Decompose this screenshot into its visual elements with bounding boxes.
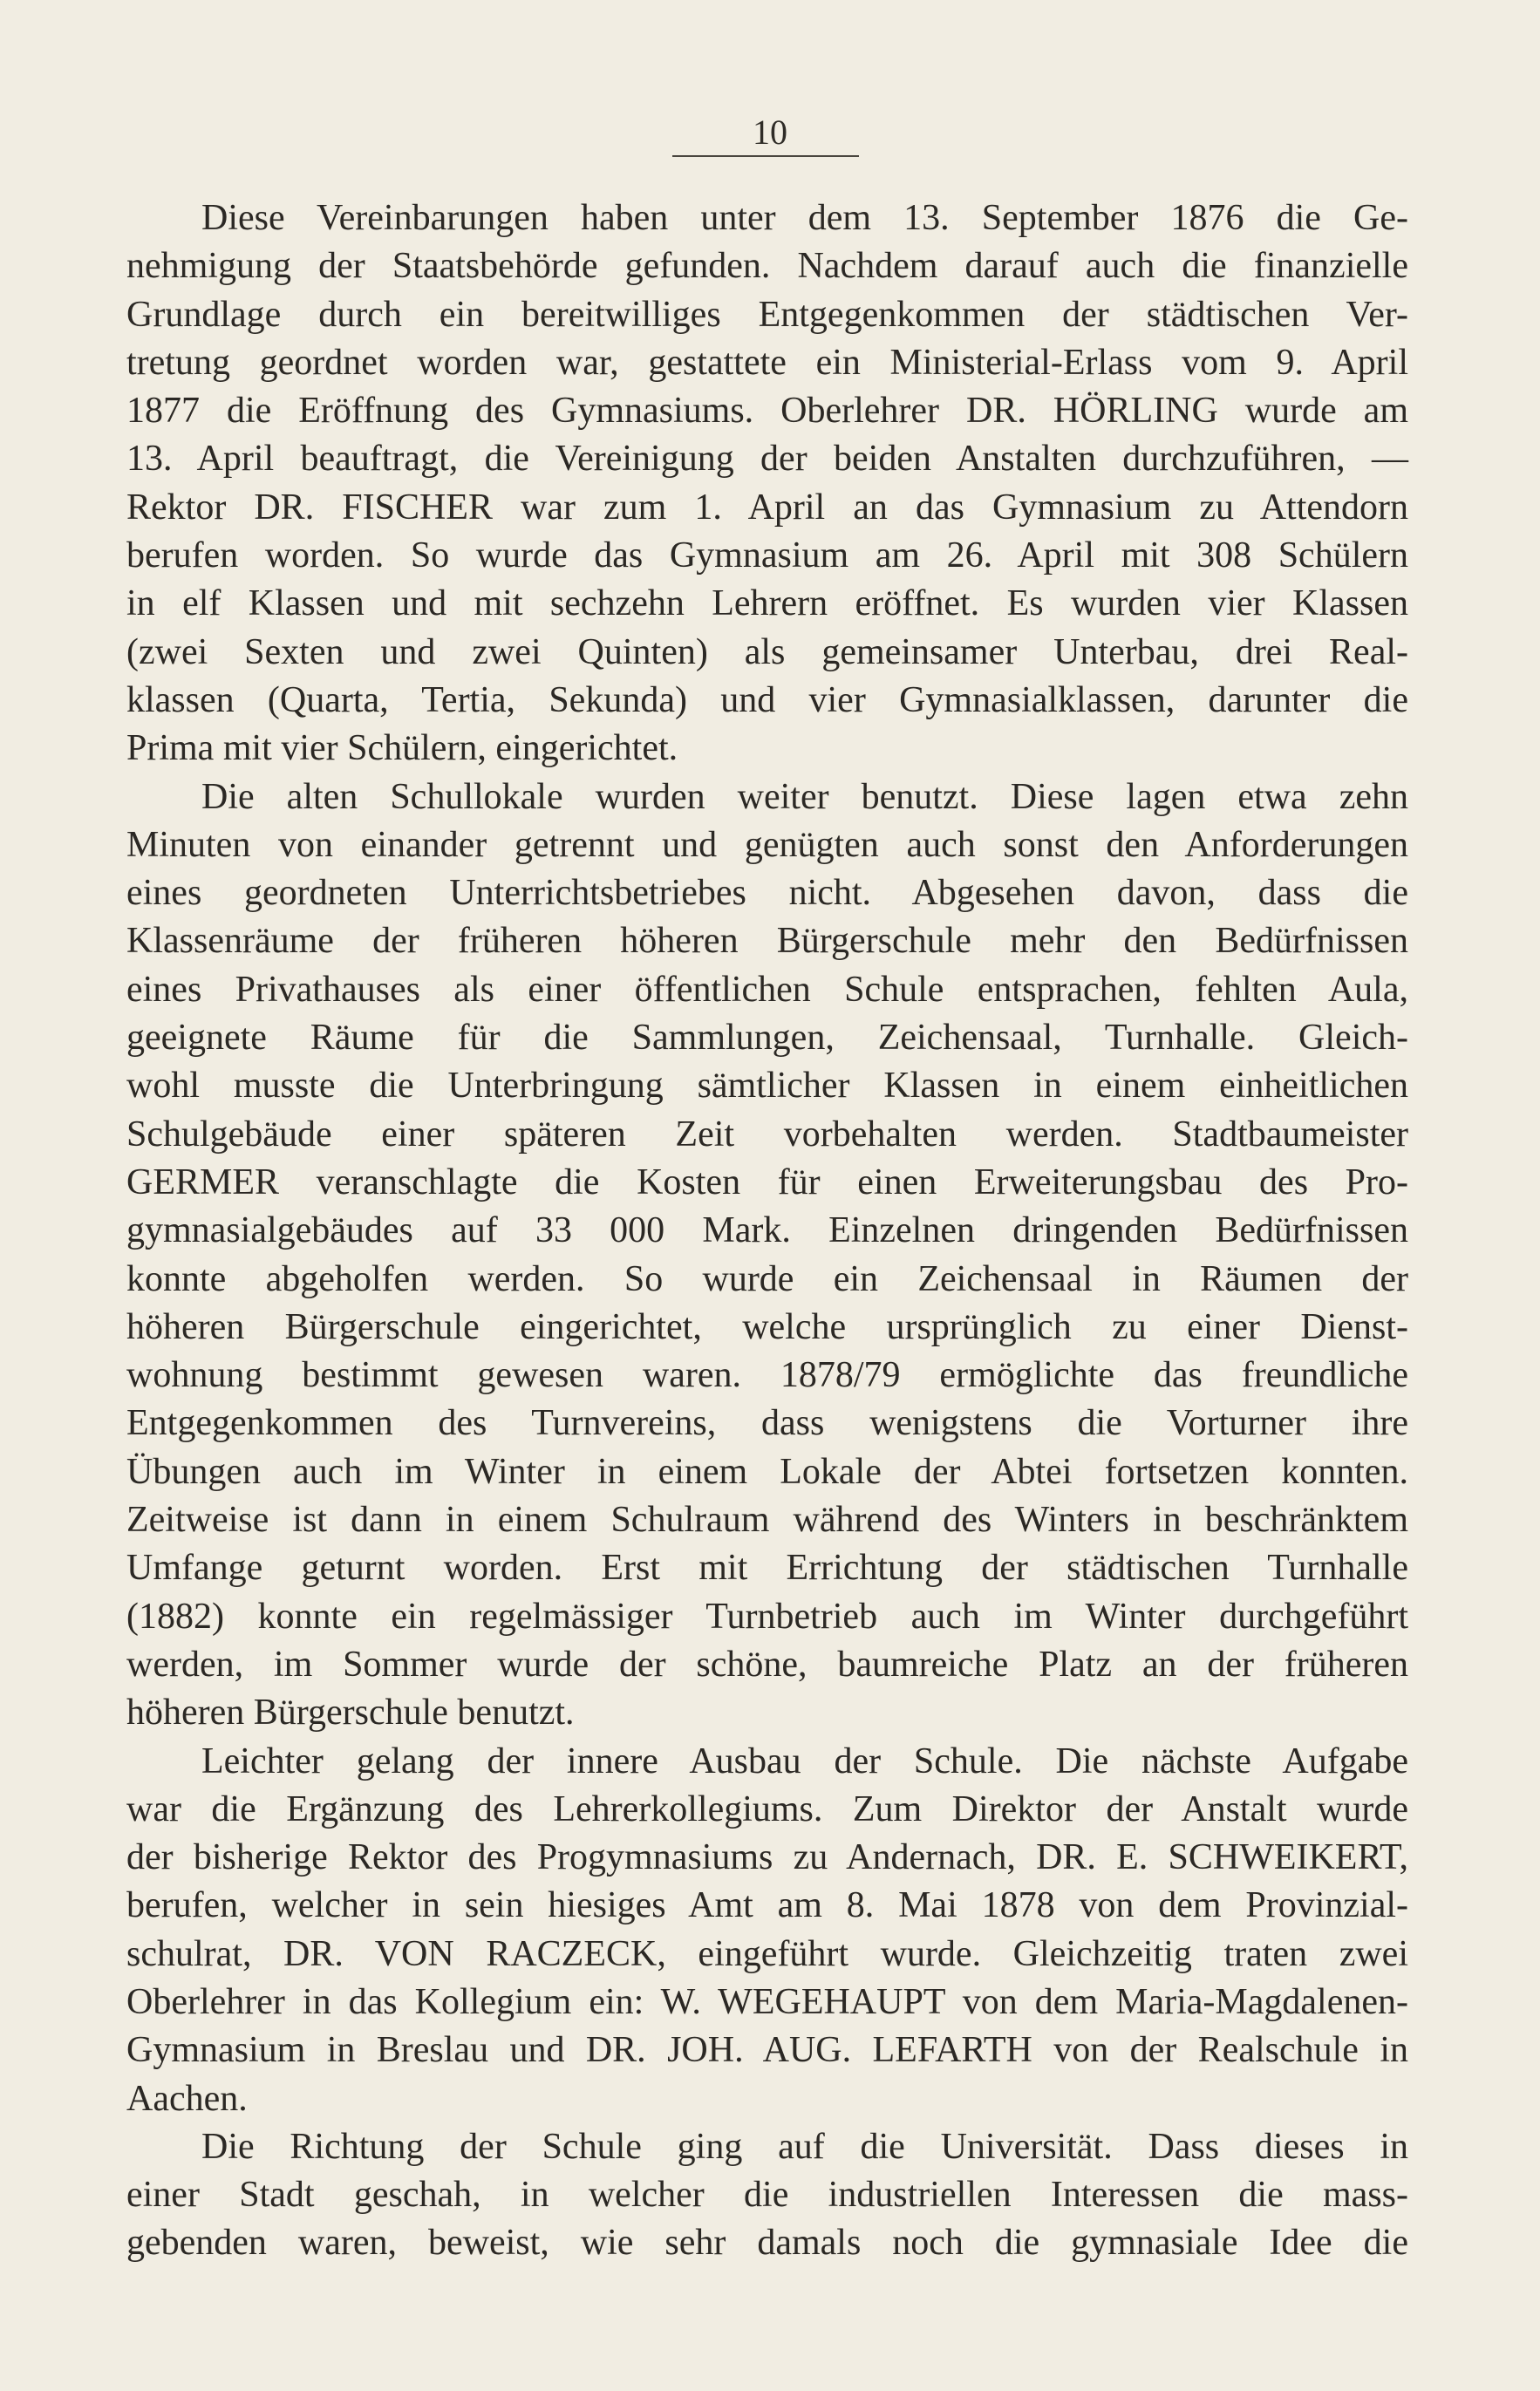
text-line: berufen worden. So wurde das Gymnasium am 26. April mit 308 Schülern [126, 535, 1408, 576]
text-line: Prima mit vier Schülern, eingerichtet. [126, 728, 678, 769]
text-line: Oberlehrer in das Kollegium ein: W. WEGEHAUPT von dem Maria-Magdalenen- [126, 1981, 1408, 2022]
header-rule [672, 155, 859, 157]
text-line: einer Stadt geschah, in welcher die industriellen Interessen die mass- [126, 2175, 1408, 2216]
text-line: (1882) konnte ein regelmässiger Turnbetrieb auch im Winter durchgeführt [126, 1596, 1408, 1637]
text-line: gebenden waren, beweist, wie sehr damals noch die gymnasiale Idee die [126, 2223, 1408, 2264]
text-line: Die Richtung der Schule ging auf die Universität. Dass dieses in [201, 2126, 1408, 2167]
text-line: Grundlage durch ein bereitwilliges Entgegenkommen der städtischen Ver- [126, 294, 1408, 335]
text-line: schulrat, DR. VON RACZECK, eingeführt wurde. Gleichzeitig traten zwei [126, 1933, 1408, 1974]
text-line: GERMER veranschlagte die Kosten für einen Erweiterungsbau des Pro- [126, 1161, 1408, 1202]
text-line: eines Privathauses als einer öffentlichen Schule entsprachen, fehlten Aula, [126, 969, 1408, 1010]
text-line: Entgegenkommen des Turnvereins, dass wenigstens die Vorturner ihre [126, 1403, 1408, 1444]
text-line: Diese Vereinbarungen haben unter dem 13. September 1876 die Ge- [201, 198, 1408, 238]
text-line: konnte abgeholfen werden. So wurde ein Zeichensaal in Räumen der [126, 1258, 1408, 1299]
text-line: 13. April beauftragt, die Vereinigung der beiden Anstalten durchzuführen, — [126, 439, 1408, 480]
text-line: höheren Bürgerschule benutzt. [126, 1693, 575, 1734]
text-line: der bisherige Rektor des Progymnasiums zu Andernach, DR. E. SCHWEIKERT, [126, 1837, 1408, 1878]
text-line: geeignete Räume für die Sammlungen, Zeichensaal, Turnhalle. Gleich- [126, 1018, 1408, 1059]
text-line: klassen (Quarta, Tertia, Sekunda) und vier Gymnasialklassen, darunter die [126, 679, 1408, 720]
text-line: Klassenräume der früheren höheren Bürgerschule mehr den Bedürfnissen [126, 921, 1408, 962]
text-line: gymnasialgebäudes auf 33 000 Mark. Einzelnen dringenden Bedürfnissen [126, 1210, 1408, 1251]
text-line: Leichter gelang der innere Ausbau der Schule. Die nächste Aufgabe [201, 1740, 1408, 1781]
text-line: (zwei Sexten und zwei Quinten) als gemeinsamer Unterbau, drei Real- [126, 631, 1408, 672]
text-line: in elf Klassen und mit sechzehn Lehrern eröffnet. Es wurden vier Klassen [126, 583, 1408, 624]
text-line: Zeitweise ist dann in einem Schulraum während des Winters in beschränktem [126, 1500, 1408, 1541]
text-line: werden, im Sommer wurde der schöne, baumreiche Platz an der früheren [126, 1644, 1408, 1685]
text-line: Übungen auch im Winter in einem Lokale der Abtei fortsetzen konnten. [126, 1451, 1408, 1492]
text-line: Minuten von einander getrennt und genügten auch sonst den Anforderungen [126, 824, 1408, 865]
text-line: wohl musste die Unterbringung sämtlicher Klassen in einem einheitlichen [126, 1066, 1408, 1107]
text-line: Gymnasium in Breslau und DR. JOH. AUG. LEFARTH von der Realschule in [126, 2030, 1408, 2071]
text-line: Rektor DR. FISCHER war zum 1. April an das Gymnasium zu Attendorn [126, 487, 1408, 528]
text-line: Umfange geturnt worden. Erst mit Errichtung der städtischen Turnhalle [126, 1548, 1408, 1589]
text-line: Die alten Schullokale wurden weiter benutzt. Diese lagen etwa zehn [201, 776, 1408, 817]
text-line: berufen, welcher in sein hiesiges Amt am 8. Mai 1878 von dem Provinzial- [126, 1885, 1408, 1926]
text-line: war die Ergänzung des Lehrerkollegiums. Zum Direktor der Anstalt wurde [126, 1788, 1408, 1829]
text-line: nehmigung der Staatsbehörde gefunden. Nachdem darauf auch die finanzielle [126, 246, 1408, 287]
page-number: 10 [753, 112, 787, 152]
text-line: eines geordneten Unterrichtsbetriebes nicht. Abgesehen davon, dass die [126, 873, 1408, 914]
body-text [126, 194, 1408, 2268]
text-line: Schulgebäude einer späteren Zeit vorbehalten werden. Stadtbaumeister [126, 1114, 1408, 1155]
text-line: wohnung bestimmt gewesen waren. 1878/79 ermöglichte das freundliche [126, 1355, 1408, 1396]
text-line: 1877 die Eröffnung des Gymnasiums. Oberlehrer DR. HÖRLING wurde am [126, 391, 1408, 432]
text-line: höheren Bürgerschule eingerichtet, welche ursprünglich zu einer Dienst- [126, 1306, 1408, 1347]
text-line: tretung geordnet worden war, gestattete ein Ministerial-Erlass vom 9. April [126, 342, 1408, 383]
text-line: Aachen. [126, 2078, 248, 2119]
